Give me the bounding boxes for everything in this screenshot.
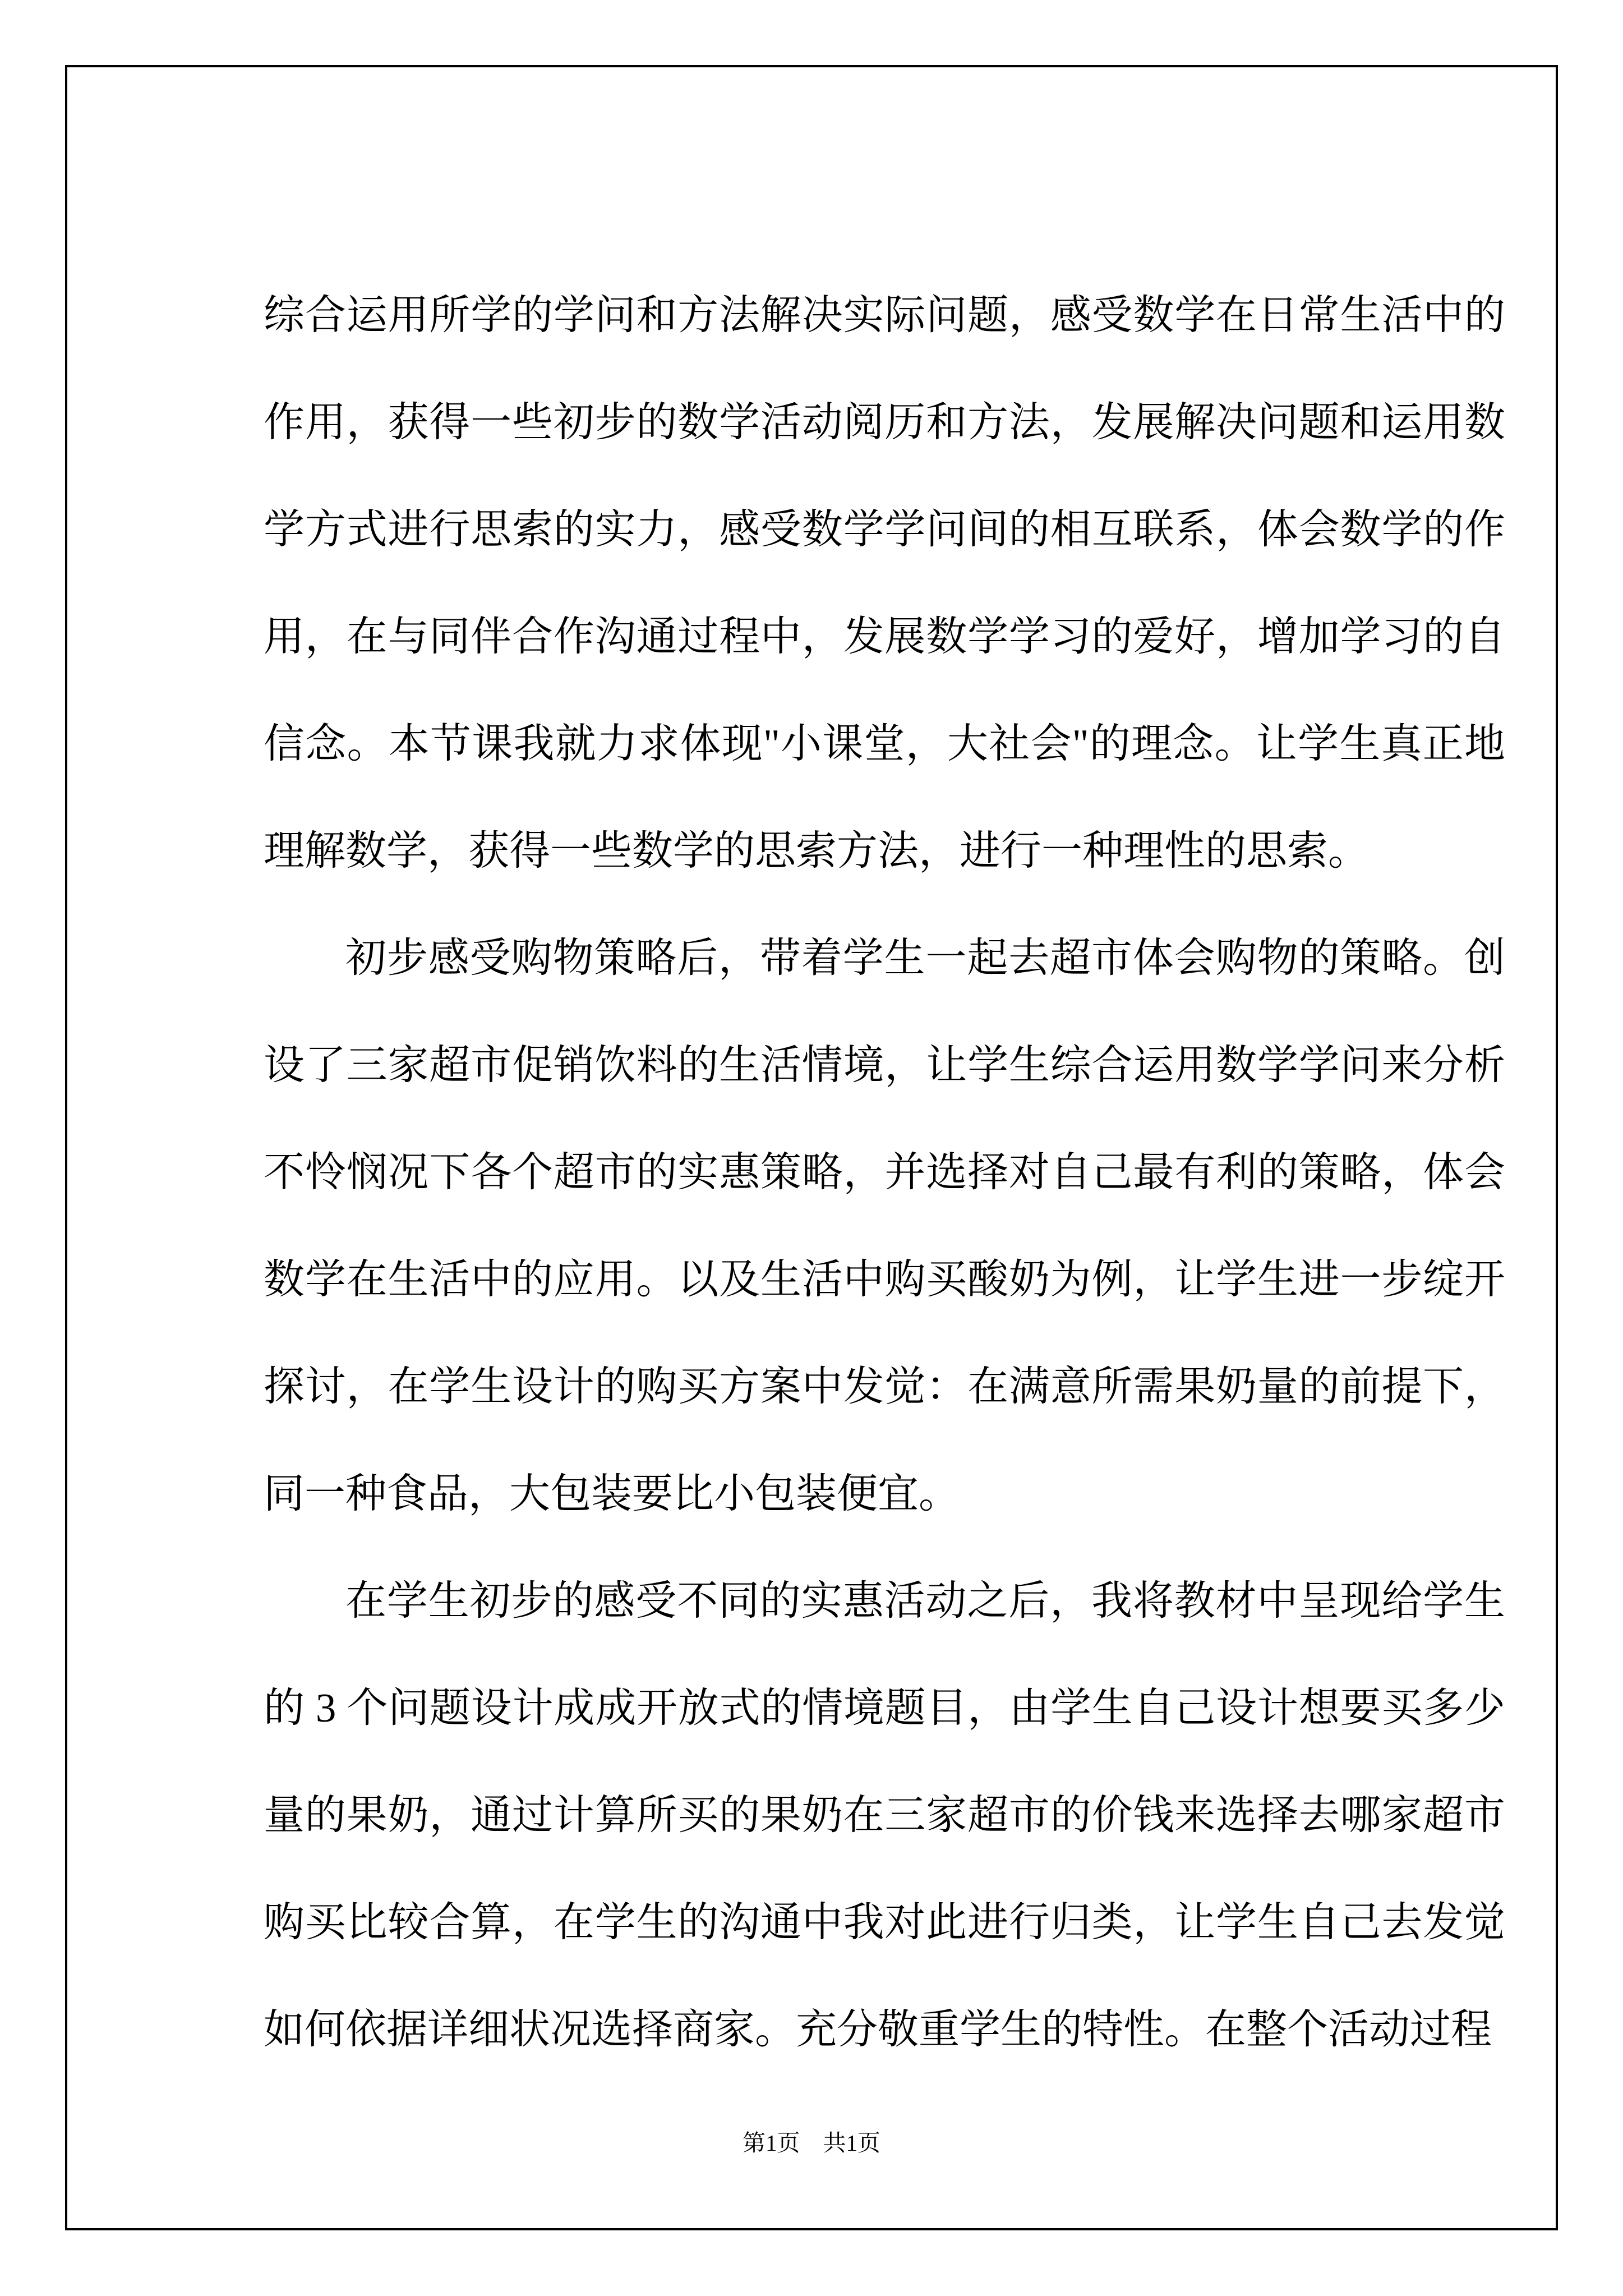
paragraph-1: 综合运用所学的学问和方法解决实际问题，感受数学在日常生活中的作用，获得一些初步的数学活动阅历和方法，发展解决问题和运用数学方式进行思索的实力，感受数学学问间的相互联系，体会数学的作用，在与同伴合作沟通过程中，发展数学学习的爱好，增加学习的自信念。本节课我就力求体现"小课堂，大社会"的理念。让学生真正地理解数学，获得一些数学的思索方法，进行一种理性的思索。 (264, 292, 1505, 873)
paragraph-3: 在学生初步的感受不同的实惠活动之后，我将教材中呈现给学生的 3 个问题设计成成开放式的情境题目，由学生自己设计想要买多少量的果奶，通过计算所买的果奶在三家超市的价钱来选择去哪家超市购买比较合算，在学生的沟通中我对此进行归类，让学生自己去发觉如何依据详细状况选择商家。充分敬重学生的特性。在整个活动过程 (264, 1578, 1505, 2052)
page-number-label: 第1页 共1页 (743, 2130, 880, 2156)
page-border (65, 65, 1558, 2230)
paragraph-2: 初步感受购物策略后，带着学生一起去超市体会购物的策略。创设了三家超市促销饮料的生活情境，让学生综合运用数学学问来分析不怜悯况下各个超市的实惠策略，并选择对自己最有利的策略，体会数学在生活中的应用。以及生活中购买酸奶为例，让学生进一步绽开探讨，在学生设计的购买方案中发觉：在满意所需果奶量的前提下，同一种食品，大包装要比小包装便宜。 (264, 935, 1505, 1516)
page-footer (65, 2129, 1558, 2156)
document-body (264, 261, 1505, 2083)
